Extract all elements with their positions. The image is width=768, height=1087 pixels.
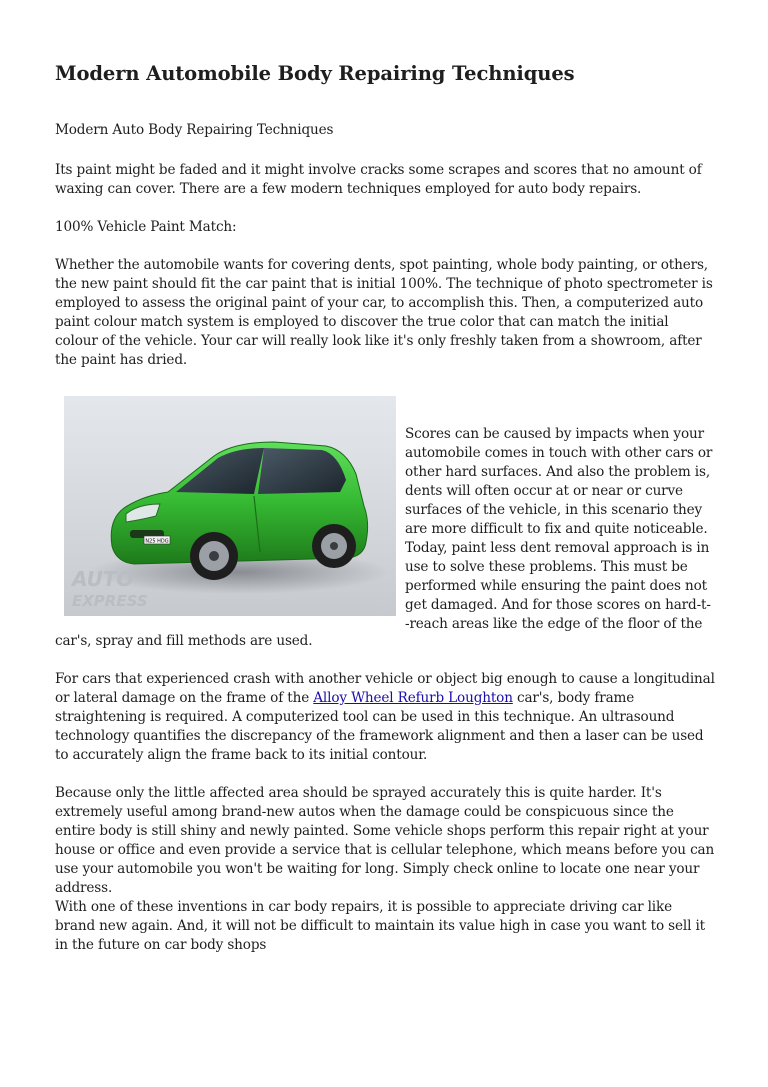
paint-match-paragraph: Whether the automobile wants for covering dents, spot painting, whole body painting, or others, the new paint should fit the car paint that is initial 100%. The technique of photo spectrometer is employed to assess the original paint of your car, to accomplish this. Then, a computerized auto paint colour match system is employed to discover the true color that can match the initial colour of the vehicle. Your car will really look like it's only freshly taken from a showroom, after the paint has dried. xyxy=(55,257,713,368)
scores-paragraph: Scores can be caused by impacts when your automobile comes in touch with other cars or other hard surfaces. And also the problem is, dents will often occur at or near or curve surfaces of the vehicle, in this scenario they are more difficult to fix and quite noticeable. Today, paint less dent removal approach is in use to solve these problems. This must be performed while ensuring the paint does not get damaged. And for those scores on hard-t--reach areas like the edge of the floor of the xyxy=(405,426,713,632)
page-title: Modern Automobile Body Repairing Techniques xyxy=(55,62,575,85)
intro-paragraph: Its paint might be faded and it might involve cracks some scrapes and scores that no amount of waxing can cover. There are a few modern techniques employed for auto body repairs. xyxy=(55,162,702,197)
license-plate: N25 HDG xyxy=(145,538,169,545)
frame-text-before: For cars that experienced crash with another vehicle or object big enough to cause a longitudinal or lateral damage on the frame of the xyxy=(55,671,715,706)
alloy-wheel-link[interactable]: Alloy Wheel Refurb Loughton xyxy=(313,690,513,706)
frame-text-after: car's, body frame straightening is required. A computerized tool can be used in this technique. An ultrasound technology quantifies the discrepancy of the framework alignment and then a laser can be used to accurately align the frame back to its initial contour. xyxy=(55,690,704,763)
car-image xyxy=(64,396,396,616)
scores-paragraph-tail: car's, spray and fill methods are used. xyxy=(55,633,313,649)
ending-paragraph: With one of these inventions in car body repairs, it is possible to appreciate driving car like brand new again. And, it will not be difficult to maintain its value high in case you want to sell it in the future on car body shops xyxy=(55,899,705,953)
green-car-illustration xyxy=(64,396,396,616)
subtitle-paragraph: Modern Auto Body Repairing Techniques xyxy=(55,122,334,138)
frame-paragraph xyxy=(55,670,715,765)
watermark-line-2: EXPRESS xyxy=(72,592,148,610)
section-heading: 100% Vehicle Paint Match: xyxy=(55,219,237,235)
spray-paragraph: Because only the little affected area should be sprayed accurately this is quite harder. It's extremely useful among brand-new autos when the damage could be conspicuous since the entire body is still shiny and newly painted. Some vehicle shops perform this repair right at your house or office and even provide a service that is cellular telephone, which means before you can use your automobile you won't be waiting for long. Simply check online to locate one near your address. xyxy=(55,785,715,896)
watermark-line-1: AUTO xyxy=(72,567,134,591)
